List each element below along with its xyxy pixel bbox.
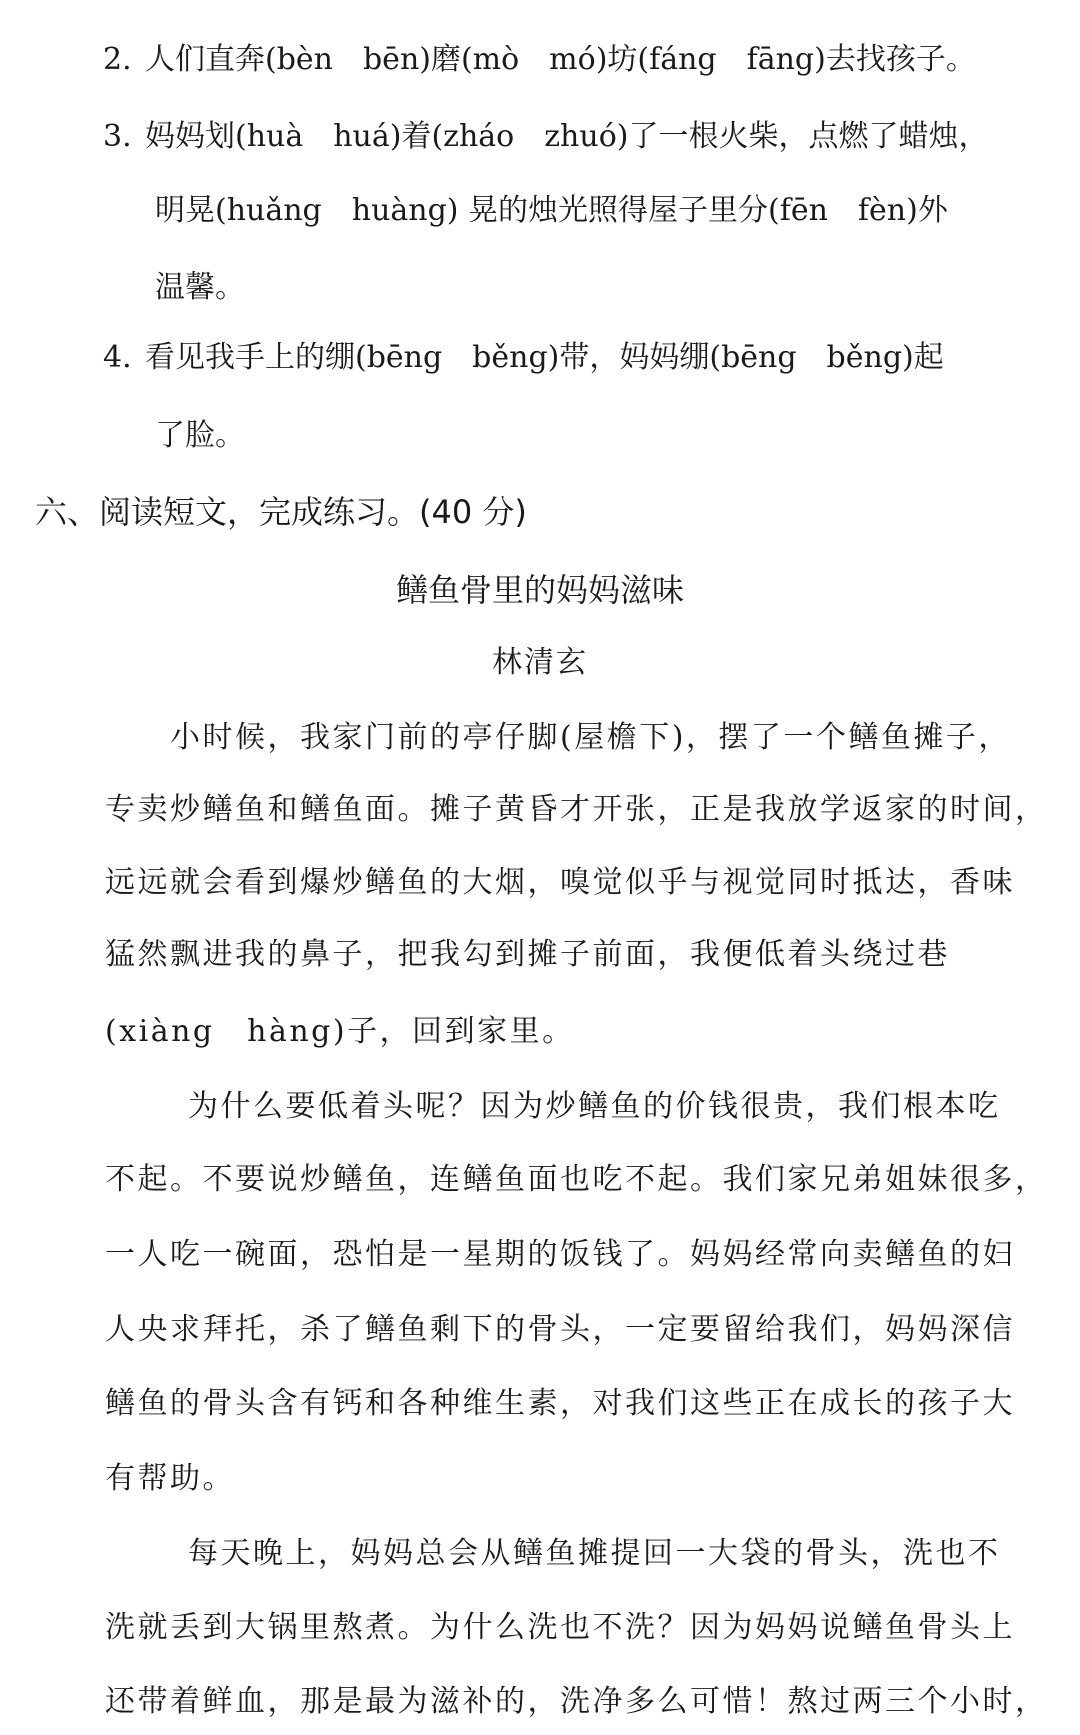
question-2-number: 2. <box>103 42 132 77</box>
question-3-line-2: 明晃(huǎng huàng) 晃的烛光照得屋子里分(fēn fèn)外 <box>155 193 948 228</box>
question-3-text-1: 妈妈划(huà huá)着(zháo zhuó)了一根火柴，点燃了蜡烛， <box>145 119 989 154</box>
passage-line: 不起。不要说炒鳝鱼，连鳝鱼面也吃不起。我们家兄弟姐妹很多， <box>105 1162 1048 1197</box>
question-4-line-1 <box>103 338 944 378</box>
question-2-text: 人们直奔(bèn bēn)磨(mò mó)坊(fáng fāng)去找孩子。 <box>145 42 976 77</box>
passage-line: 猛然飘进我的鼻子，把我勾到摊子前面，我便低着头绕过巷 <box>105 937 950 972</box>
passage-line: 小时候，我家门前的亭仔脚(屋檐下)，摆了一个鳝鱼摊子， <box>170 720 1011 755</box>
question-3-line-1 <box>103 117 988 157</box>
section-heading: 六、阅读短文，完成练习。(40 分) <box>35 493 527 531</box>
passage-line: 人央求拜托，杀了鳝鱼剩下的骨头，一定要留给我们，妈妈深信 <box>105 1312 1015 1347</box>
passage-line: 每天晚上，妈妈总会从鳝鱼摊提回一大袋的骨头，洗也不 <box>188 1536 1001 1571</box>
passage-line: 鳝鱼的骨头含有钙和各种维生素，对我们这些正在成长的孩子大 <box>105 1386 1015 1421</box>
question-4-line-2: 了脸。 <box>155 418 245 453</box>
question-4-text-1: 看见我手上的绷(bēng běng)带，妈妈绷(bēng běng)起 <box>145 340 944 375</box>
passage-line: 还带着鲜血，那是最为滋补的，洗净多么可惜！熬过两三个小时， <box>105 1684 1048 1719</box>
question-3-line-3: 温馨。 <box>155 270 245 305</box>
passage-line: (xiàng hàng)子，回到家里。 <box>105 1014 575 1049</box>
passage-line: 有帮助。 <box>105 1461 235 1496</box>
question-3-number: 3. <box>103 119 132 154</box>
passage-line: 远远就会看到爆炒鳝鱼的大烟，嗅觉似乎与视觉同时抵达，香味 <box>105 865 1015 900</box>
article-title: 鳝鱼骨里的妈妈滋味 <box>395 571 684 609</box>
question-2-line-1 <box>103 40 976 80</box>
passage-line: 为什么要低着头呢？因为炒鳝鱼的价钱很贵，我们根本吃 <box>188 1089 1001 1124</box>
passage-line: 洗就丢到大锅里熬煮。为什么洗也不洗？因为妈妈说鳝鱼骨头上 <box>105 1610 1015 1645</box>
question-4-number: 4. <box>103 340 132 375</box>
passage-line: 专卖炒鳝鱼和鳝鱼面。摊子黄昏才开张，正是我放学返家的时间， <box>105 792 1048 827</box>
article-author: 林清玄 <box>492 645 588 680</box>
passage-line: 一人吃一碗面，恐怕是一星期的饭钱了。妈妈经常向卖鳝鱼的妇 <box>105 1237 1015 1272</box>
